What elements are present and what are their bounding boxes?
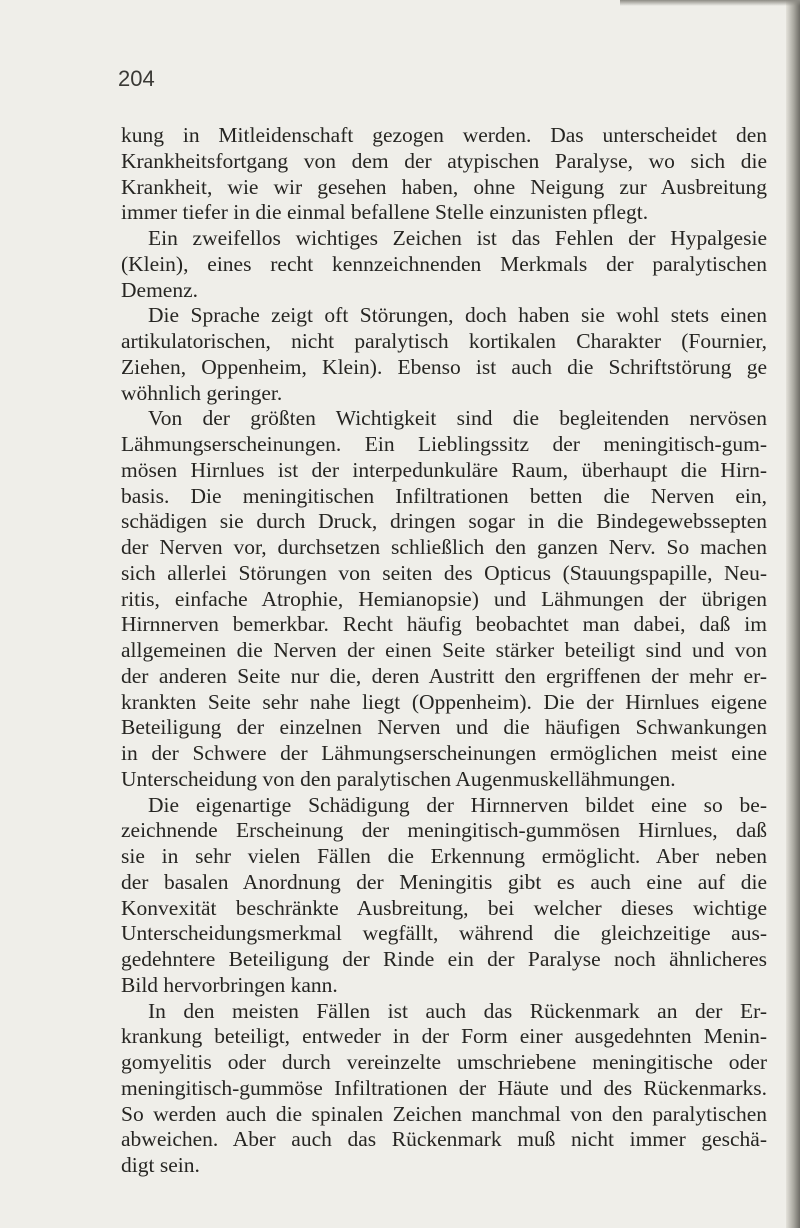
text-line: Krankheit, wie wir gesehen haben, ohne Neigung zur Ausbreitung [121,174,767,199]
text-line: In den meisten Fällen ist auch das Rückenmark an der Er- [148,998,767,1023]
text-line: abweichen. Aber auch das Rückenmark muß nicht immer geschä- [121,1127,767,1152]
text-line: Lähmungserscheinungen. Ein Lieblingssitz der meningitisch-gum- [121,432,767,456]
body-text [121,123,767,1179]
text-line: digt sein. [121,1153,200,1177]
text-line: der basalen Anordnung der Meningitis gibt es auch eine auf die [121,869,767,894]
text-line: Demenz. [121,277,199,302]
text-line: Unterscheidungsmerkmal wegfällt, während die gleichzeitige aus- [121,921,767,946]
text-line: sie in sehr vielen Fällen die Erkennung ermöglicht. Aber neben [121,844,767,868]
text-line: meningitisch-gummöse Infiltrationen der Häute und des Rückenmarks. [121,1075,767,1100]
text-line: zeichnende Erscheinung der meningitisch-gummösen Hirnlues, daß [121,818,767,843]
text-line: krankten Seite sehr nahe liegt (Oppenheim). Die der Hirnlues eigene [121,689,767,714]
text-line: (Klein), eines recht kennzeichnenden Merkmals der paralytischen [121,251,767,276]
text-line: Krankheitsfortgang von dem der atypischen Paralyse, wo sich die [121,148,767,173]
text-line: Ein zweifellos wichtiges Zeichen ist das Fehlen der Hypalgesie [148,226,767,250]
text-line: der anderen Seite nur die, deren Austritt den ergriffenen der mehr er- [121,663,767,688]
text-line: Von der größten Wichtigkeit sind die begleitenden nervösen [148,406,767,431]
text-line: Beteiligung der einzelnen Nerven und die häufigen Schwankungen [121,715,767,740]
text-line: kung in Mitleidenschaft gezogen werden. Das unterscheidet den [121,123,767,147]
text-line: artikulatorischen, nicht paralytisch kortikalen Charakter (Fournier, [121,329,767,353]
text-line: krankung beteiligt, entweder in der Form einer ausgedehnten Menin- [121,1024,767,1049]
text-line: der Nerven vor, durchsetzen schließlich den ganzen Nerv. So machen [121,535,767,559]
text-line: immer tiefer in die einmal befallene Stelle einzunisten pflegt. [121,200,649,225]
page-number: 204 [118,66,155,91]
page-edge-shadow [786,0,800,1228]
text-line: wöhnlich geringer. [121,380,283,405]
text-line: Unterscheidung von den paralytischen Augenmuskellähmungen. [121,766,676,791]
text-line: So werden auch die spinalen Zeichen manchmal von den paralytischen [121,1101,767,1126]
text-line: basis. Die meningitischen Infiltrationen betten die Nerven ein, [121,483,767,508]
text-line: schädigen sie durch Druck, dringen sogar in die Bindegewebssepten [121,509,767,534]
text-line: Hirnnerven bemerkbar. Recht häufig beobachtet man dabei, daß im [121,612,767,637]
page-top-shadow [620,0,800,6]
text-line: gedehntere Beteiligung der Rinde ein der Paralyse noch ähnlicheres [121,947,767,971]
text-line: allgemeinen die Nerven der einen Seite stärker beteiligt sind und von [121,638,767,662]
text-line: sich allerlei Störungen von seiten des Opticus (Stauungspapille, Neu- [121,560,767,585]
text-line: Konvexität beschränkte Ausbreitung, bei welcher dieses wichtige [121,895,767,920]
text-line: Bild hervorbringen kann. [121,972,338,997]
text-line: Die Sprache zeigt oft Störungen, doch haben sie wohl stets einen [148,303,767,328]
text-line: Ziehen, Oppenheim, Klein). Ebenso ist auch die Schriftstörung ge [121,354,767,379]
text-line: gomyelitis oder durch vereinzelte umschriebene meningitische oder [121,1050,767,1074]
text-line: in der Schwere der Lähmungserscheinungen ermöglichen meist eine [121,741,767,765]
text-line: ritis, einfache Atrophie, Hemianopsie) und Lähmungen der übrigen [121,586,767,611]
text-line: Die eigenartige Schädigung der Hirnnerven bildet eine so be- [148,792,767,817]
text-line: mösen Hirnlues ist der interpedunkuläre Raum, überhaupt die Hirn- [121,457,767,482]
